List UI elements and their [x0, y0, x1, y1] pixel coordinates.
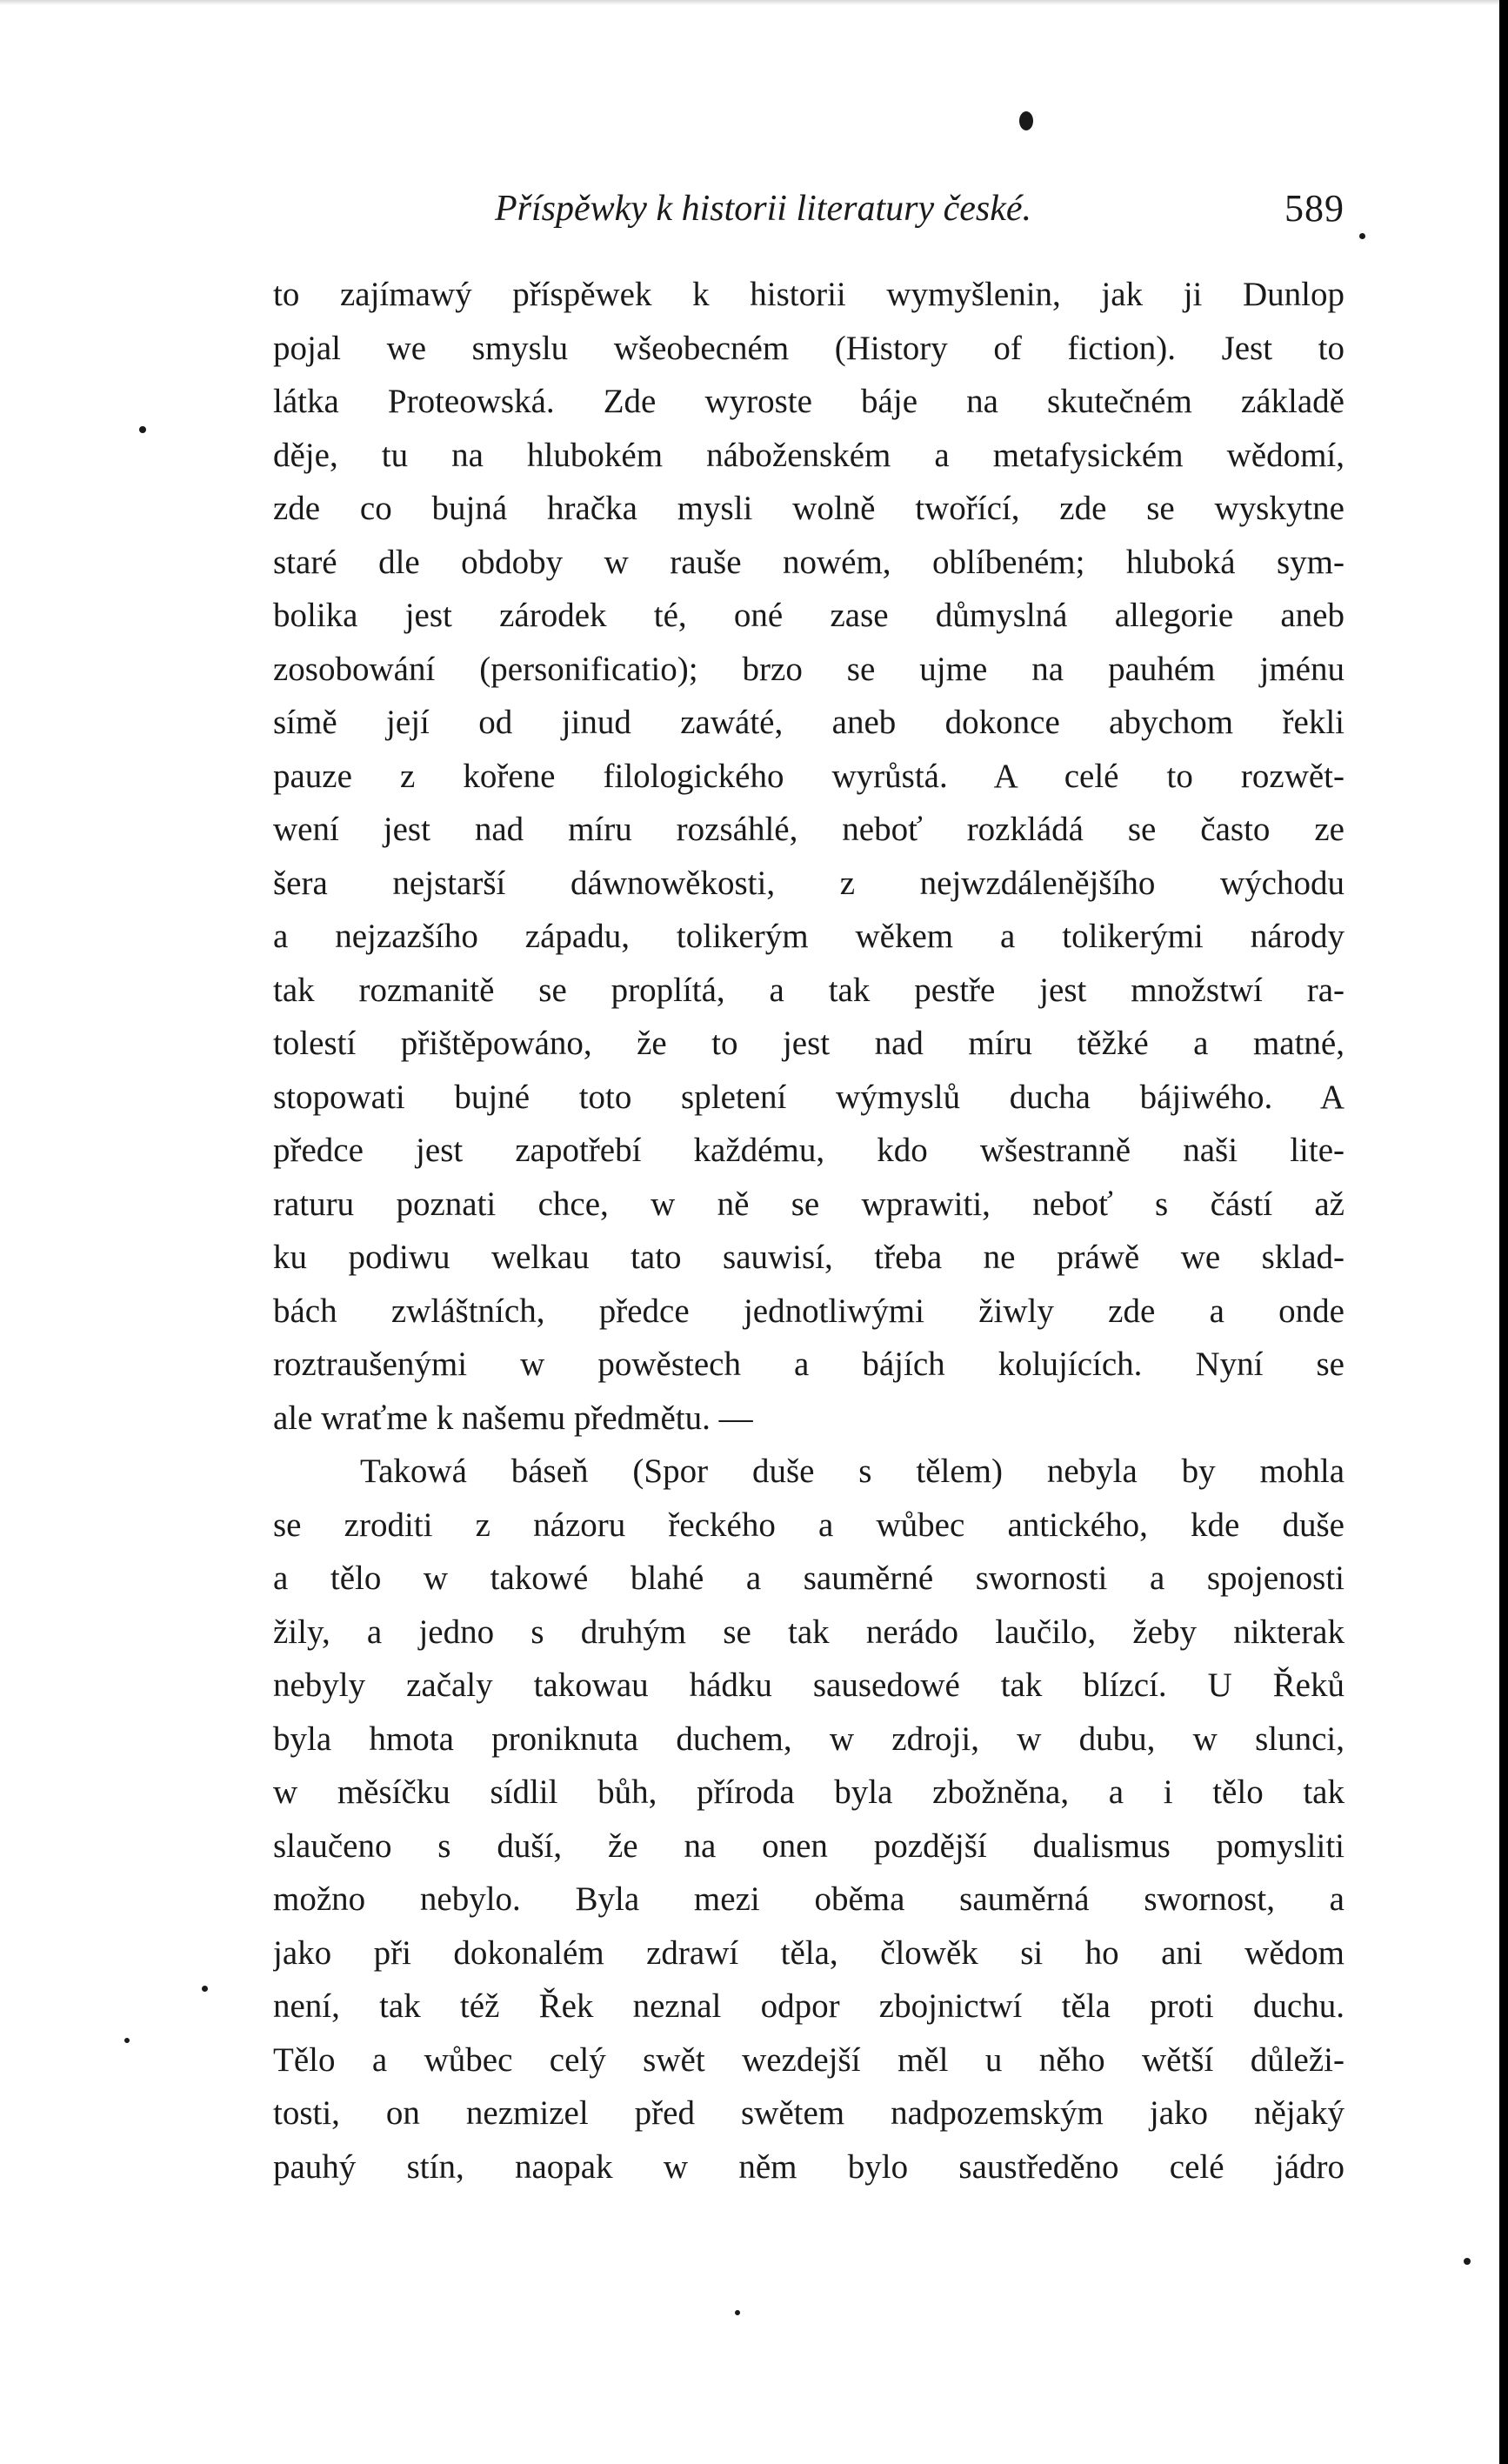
text-line: tak rozmanitě se proplítá, a tak pestře jest množstwí ra- — [273, 971, 1345, 1009]
text-line: jako při dokonalém zdrawí těla, člowěk si ho ani wědom — [273, 1933, 1345, 1972]
text-line: staré dle obdoby w rauše nowém, oblíbeném; hluboká sym- — [273, 543, 1345, 581]
text-line: raturu poznati chce, w ně se wprawiti, neboť s částí až — [273, 1185, 1345, 1223]
text-line: není, tak též Řek neznal odpor zbojnictwí těla proti duchu. — [273, 1987, 1345, 2025]
text-line: zde co bujná hračka mysli wolně twořící, zde se wyskytne — [273, 490, 1345, 527]
text-line: pojal we smyslu wšeobecném (History of fiction). Jest to — [273, 329, 1345, 367]
text-line: bách zwláštních, předce jednotliwými žiwly zde a onde — [273, 1292, 1345, 1330]
text-line: stopowati bujné toto spletení wýmyslů ducha bájiwého. A — [273, 1078, 1345, 1116]
text-line: a nejzazšího západu, tolikerým wěkem a tolikerými národy — [273, 918, 1345, 955]
scan-speck — [735, 2310, 740, 2315]
running-head — [273, 184, 1345, 233]
text-line: w měsíčku sídlil bůh, příroda byla zbožněna, a i tělo tak — [273, 1773, 1345, 1811]
scan-speck — [202, 1986, 208, 1992]
text-line: slaučeno s duší, že na onen pozdější dualismus pomysliti — [273, 1826, 1345, 1865]
text-line: Takowá báseň (Spor duše s tělem) nebyla by mohla — [360, 1452, 1345, 1490]
text-line: pauhý stín, naopak w něm bylo saustředěno celé jádro — [273, 2147, 1345, 2186]
text-line: nebyly začaly takowau hádku sausedowé tak blízcí. U Řeků — [273, 1666, 1345, 1704]
text-line: tosti, on nezmizel před swětem nadpozemským jako nějaký — [273, 2094, 1345, 2132]
book-page — [273, 0, 1345, 2464]
scan-speck — [1359, 233, 1365, 239]
text-line: se zroditi z názoru řeckého a wůbec antického, kde duše — [273, 1506, 1345, 1544]
text-line: byla hmota proniknuta duchem, w zdroji, w dubu, w slunci, — [273, 1719, 1345, 1758]
text-line: děje, tu na hlubokém náboženském a metafysickém wědomí, — [273, 436, 1345, 474]
scan-speck — [139, 426, 146, 433]
scan-speck — [1464, 2258, 1471, 2265]
text-line: zosobowání (personificatio); brzo se ujme na pauhém jménu — [273, 650, 1345, 688]
text-line: to zajímawý příspěwek k historii wymyšlenin, jak ji Dunlop — [273, 276, 1345, 313]
text-line: Tělo a wůbec celý swět wezdejší měl u něho wětší důleži- — [273, 2040, 1345, 2079]
text-line: předce jest zapotřebí každému, kdo wšestranně naši lite- — [273, 1132, 1345, 1169]
text-line: ale wraťme k našemu předmětu. — — [273, 1399, 753, 1437]
scan-speck — [1019, 111, 1033, 130]
text-line: roztraušenými w powěstech a bájích kolujících. Nyní se — [273, 1346, 1345, 1383]
text-line: a tělo w takowé blahé a sauměrné swornosti a spojenosti — [273, 1559, 1345, 1597]
text-line: wení jest nad míru rozsáhlé, neboť rozkládá se často ze — [273, 811, 1345, 848]
text-line: šera nejstarší dáwnowěkosti, z nejwzdálenějšího wýchodu — [273, 864, 1345, 902]
paragraph-1 — [273, 268, 1345, 1445]
scan-speck — [124, 2038, 130, 2043]
text-line: látka Proteowská. Zde wyroste báje na skutečném základě — [273, 383, 1345, 420]
text-line: bolika jest zárodek té, oné zase důmyslná allegorie aneb — [273, 597, 1345, 634]
page-number: 589 — [1284, 187, 1345, 230]
body-text — [273, 268, 1345, 2194]
text-line: žily, a jedno s druhým se tak nerádo laučilo, žeby nikterak — [273, 1613, 1345, 1651]
text-line: možno nebylo. Byla mezi oběma sauměrná swornost, a — [273, 1880, 1345, 1918]
running-title: Příspěwky k historii literatury české. — [495, 189, 1032, 229]
text-line: tolestí přištěpowáno, že to jest nad míru těžké a matné, — [273, 1025, 1345, 1062]
text-line: ku podiwu welkau tato sauwisí, třeba ne práwě we sklad- — [273, 1239, 1345, 1276]
text-line: pauze z kořene filologického wyrůstá. A celé to rozwět- — [273, 757, 1345, 795]
text-line: símě její od jinud zawáté, aneb dokonce abychom řekli — [273, 704, 1345, 741]
paragraph-2 — [273, 1445, 1345, 2194]
scan-right-border — [1499, 0, 1508, 2464]
